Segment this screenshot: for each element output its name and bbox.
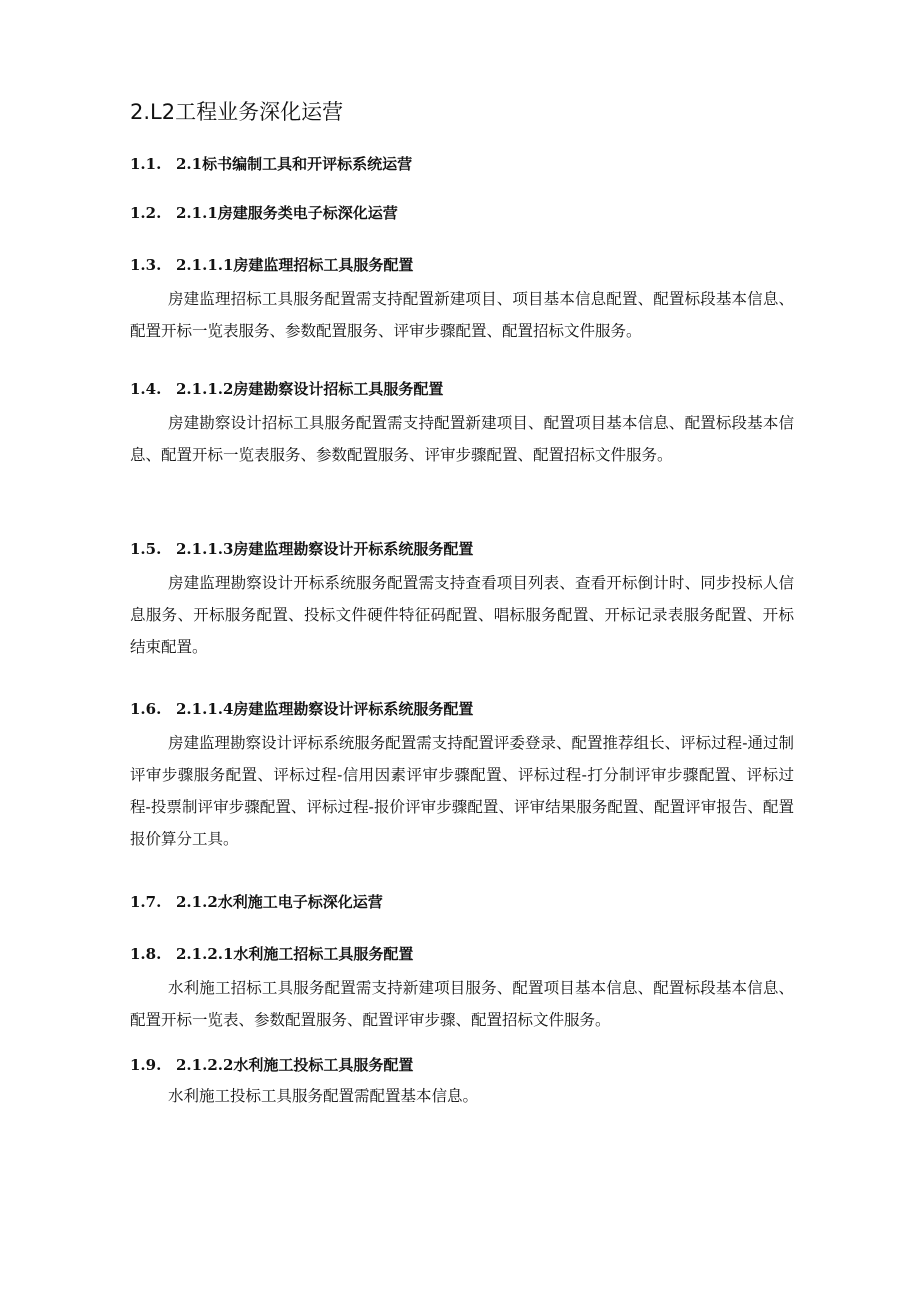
section-number: 1.6.	[130, 700, 162, 718]
section-title: 2.1.1.4房建监理勘察设计评标系统服务配置	[176, 700, 474, 718]
section-title: 2.1.2.2水利施工投标工具服务配置	[176, 1056, 414, 1074]
section-number: 1.9.	[130, 1056, 162, 1074]
section-title: 2.1标书编制工具和开评标系统运营	[176, 155, 413, 173]
section-title: 2.1.1.2房建勘察设计招标工具服务配置	[176, 380, 444, 398]
paragraph-1-4: 房建勘察设计招标工具服务配置需支持配置新建项目、配置项目基本信息、配置标段基本信息、配置开标一览表服务、参数配置服务、评审步骤配置、配置招标文件服务。	[130, 414, 794, 464]
section-heading-1-1	[130, 153, 412, 174]
paragraph-1-5: 房建监理勘察设计开标系统服务配置需支持查看项目列表、查看开标倒计时、同步投标人信息服务、开标服务配置、投标文件硬件特征码配置、唱标服务配置、开标记录表服务配置、开标结束配置。	[130, 574, 794, 656]
section-number: 1.3.	[130, 256, 162, 274]
section-heading-1-2	[130, 202, 398, 223]
paragraph-1-8: 水利施工招标工具服务配置需支持新建项目服务、配置项目基本信息、配置标段基本信息、配置开标一览表、参数配置服务、配置评审步骤、配置招标文件服务。	[130, 979, 794, 1029]
section-title: 2.1.1.1房建监理招标工具服务配置	[176, 256, 414, 274]
section-heading-1-6	[130, 698, 473, 719]
section-number: 1.2.	[130, 204, 162, 222]
section-heading-1-9	[130, 1054, 413, 1075]
paragraph-1-9: 水利施工投标工具服务配置需配置基本信息。	[168, 1087, 479, 1105]
section-heading-1-5	[130, 538, 473, 559]
section-number: 1.1.	[130, 155, 162, 173]
section-heading-1-8	[130, 943, 413, 964]
paragraph-1-3: 房建监理招标工具服务配置需支持配置新建项目、项目基本信息配置、配置标段基本信息、配置开标一览表服务、参数配置服务、评审步骤配置、配置招标文件服务。	[130, 290, 794, 340]
section-title: 2.1.1房建服务类电子标深化运营	[176, 204, 398, 222]
section-number: 1.5.	[130, 540, 162, 558]
section-title: 2.1.1.3房建监理勘察设计开标系统服务配置	[176, 540, 474, 558]
document-title: 2.L2工程业务深化运营	[130, 100, 344, 124]
section-number: 1.7.	[130, 893, 162, 911]
section-heading-1-7	[130, 891, 383, 912]
section-heading-1-4	[130, 378, 443, 399]
paragraph-1-6: 房建监理勘察设计评标系统服务配置需支持配置评委登录、配置推荐组长、评标过程-通过制评审步骤服务配置、评标过程-信用因素评审步骤配置、评标过程-打分制评审步骤配置、评标过程-投票制评审步骤配置、评标过程-报价评审步骤配置、评审结果服务配置、配置评审报告、配置报价算分工具。	[130, 734, 794, 848]
section-number: 1.4.	[130, 380, 162, 398]
section-title: 2.1.2.1水利施工招标工具服务配置	[176, 945, 414, 963]
section-heading-1-3	[130, 254, 413, 275]
section-title: 2.1.2水利施工电子标深化运营	[176, 893, 383, 911]
section-number: 1.8.	[130, 945, 162, 963]
